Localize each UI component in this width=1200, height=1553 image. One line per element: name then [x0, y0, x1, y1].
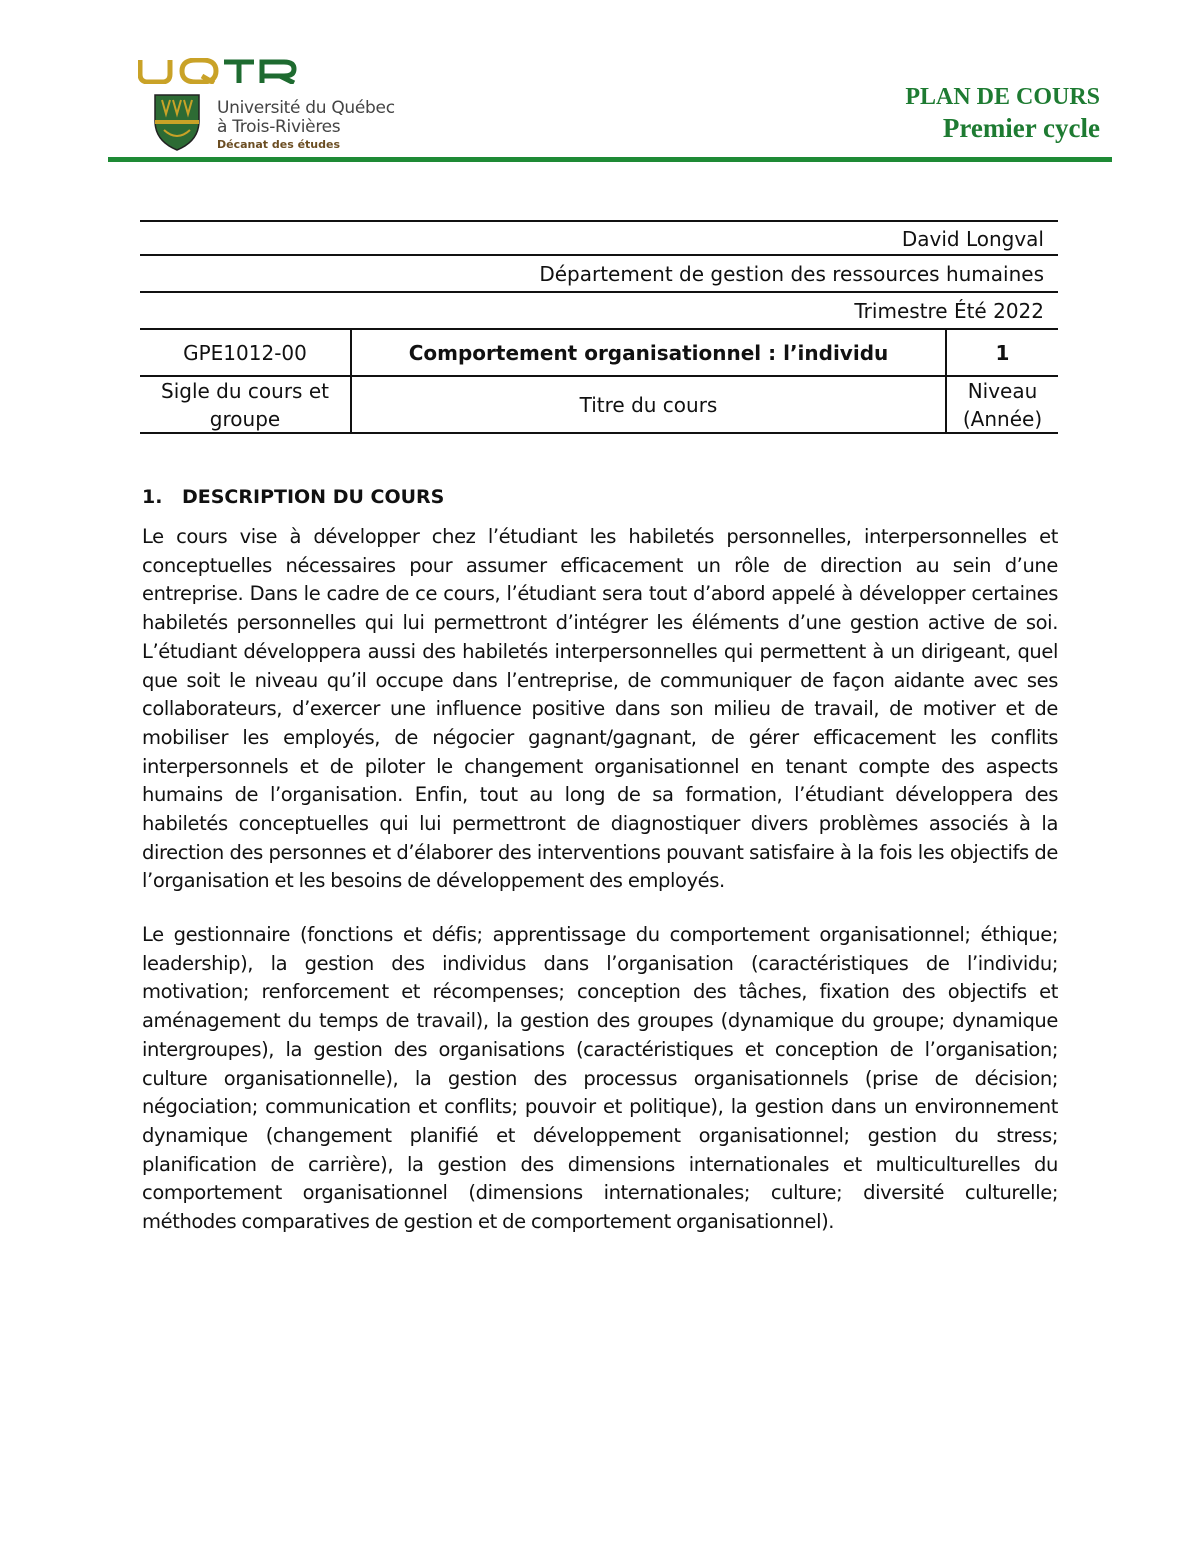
- course-grid: [140, 328, 1058, 434]
- university-crest-icon: [152, 92, 202, 152]
- course-title-label: Titre du cours: [350, 375, 947, 434]
- course-level: 1: [947, 328, 1058, 375]
- course-title: Comportement organisationnel : l’individu: [350, 328, 947, 375]
- term-row: Trimestre Été 2022: [140, 291, 1058, 328]
- section-number: 1.: [142, 486, 163, 508]
- description-paragraph-1: Le cours vise à développer chez l’étudiant les habiletés personnelles, interpersonnelles et conceptuelles nécessaires pour assumer efficacement un rôle de direction au sein d’une entreprise. Dans le cadre de ce cours, l’étudiant sera tout d’abord appelé à développer certaines habiletés personnelles qui lui permettront d’intégrer les éléments d’une gestion active de soi. L’étudiant développera aussi des habiletés interpersonnelles qui permettent à un dirigeant, quel que soit le niveau qu’il occupe dans l’entreprise, de communiquer de façon aidante avec ses collaborateurs, d’exercer une influence positive dans son milieu de travail, de motiver et de mobiliser les employés, de négocier gagnant/gagnant, de gérer efficacement les conflits interpersonnels et de piloter le changement organisationnel en tenant compte des aspects humains de l’organisation. Enfin, tout au long de sa formation, l’étudiant développera des habiletés conceptuelles qui lui permettront de diagnostiquer divers problèmes associés à la direction des personnes et d’élaborer des interventions pouvant satisfaire à la fois les objectifs de l’organisation et les besoins de développement des employés.: [142, 525, 1058, 893]
- description-paragraph-2: Le gestionnaire (fonctions et défis; apprentissage du comportement organisationnel; éthique; leadership), la gestion des individus dans l’organisation (caractéristiques de l’individu; motivation; renforcement et récompenses; conception des tâches, fixation des objectifs et aménagement du temps de travail), la gestion des groupes (dynamique du groupe; dynamique intergroupes), la gestion des organisations (caractéristiques et conception de l’organisation; culture organisationnelle), la gestion des processus organisationnels (prise de décision; négociation; communication et conflits; pouvoir et politique), la gestion dans un environnement dynamique (changement planifié et développement organisationnel; gestion du stress; planification de carrière), la gestion des dimensions internationales et multiculturelles du comportement organisationnel (dimensions internationales; culture; diversité culturelle; méthodes comparatives de gestion et de comportement organisationnel).: [142, 923, 1058, 1234]
- university-subtitle: Décanat des études: [217, 138, 341, 151]
- university-line1: Université du Québec: [217, 98, 395, 118]
- document-title: PLAN DE COURS: [905, 84, 1100, 110]
- department-row: Département de gestion des ressources humaines: [140, 254, 1058, 291]
- course-code-label: Sigle du cours et groupe: [140, 375, 350, 434]
- document-header: [905, 82, 1100, 144]
- course-code: GPE1012-00: [140, 328, 350, 375]
- section-title: DESCRIPTION DU COURS: [182, 486, 445, 508]
- instructor-row: David Longval: [140, 220, 1058, 254]
- course-level-label: Niveau (Année): [947, 375, 1058, 434]
- university-name: [217, 99, 395, 152]
- university-line2: à Trois-Rivières: [217, 117, 341, 137]
- section-heading: [142, 486, 444, 508]
- course-info-table: [140, 220, 1058, 434]
- uqtr-logo: [138, 58, 300, 84]
- document-subtitle: Premier cycle: [942, 113, 1100, 143]
- header-divider: [108, 157, 1112, 162]
